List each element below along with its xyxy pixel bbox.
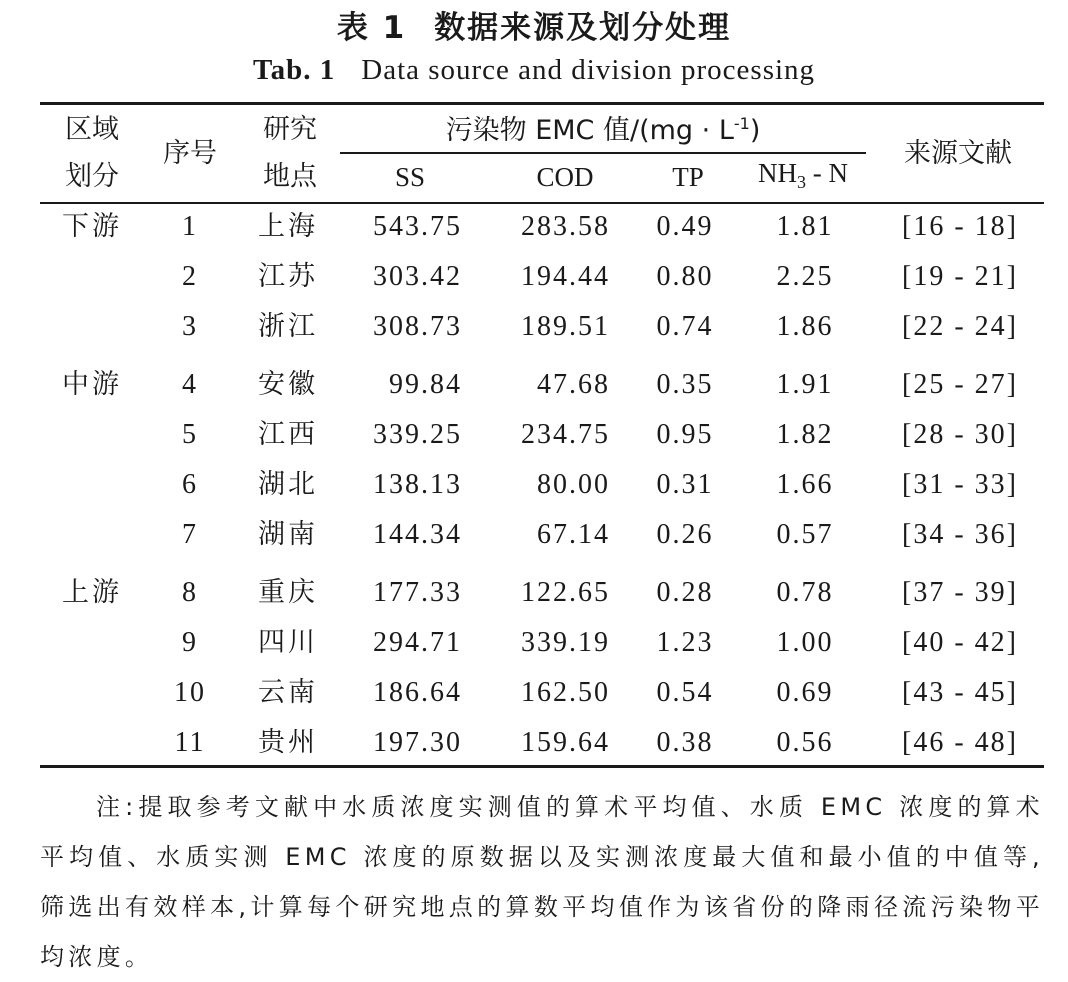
row-10-ss: 186.64 [373, 677, 462, 708]
row-3-nh3: 1.86 [776, 311, 834, 342]
row-6-cod: 80.00 [537, 469, 610, 500]
row-8-region: 上游 [62, 577, 122, 608]
header-site-line2: 地点 [263, 161, 317, 192]
row-10-nh3: 0.69 [776, 677, 834, 708]
row-2-tp: 0.80 [656, 261, 714, 292]
row-1-region: 下游 [62, 211, 122, 242]
header-seq: 序号 [163, 138, 217, 169]
header-region-line2: 划分 [65, 161, 119, 192]
row-5-site: 江西 [258, 419, 318, 450]
header-source: 来源文献 [904, 138, 1012, 169]
row-7-ss: 144.34 [373, 519, 462, 550]
row-11-site: 贵州 [258, 727, 318, 758]
row-4-tp: 0.35 [656, 369, 714, 400]
row-3-tp: 0.74 [656, 311, 714, 342]
row-2-ss: 303.42 [373, 261, 462, 292]
table-note: 注:提取参考文献中水质浓度实测值的算术平均值、水质 EMC 浓度的算术平均值、水质实测 EMC 浓度的原数据以及实测浓度最大值和最小值的中值等,筛选出有效样本,计算每个研究地点的算数平均值作为该省份的降雨径流污染物平均浓度。 [40, 793, 1044, 971]
row-4-nh3: 1.91 [776, 369, 834, 400]
pollutant-group-close: ) [749, 115, 761, 146]
row-8-cod: 122.65 [521, 577, 610, 608]
table-label-cn: 表 1 [336, 10, 407, 46]
table-label-en: Tab. 1 [252, 54, 336, 86]
table-caption-cn: 数据来源及划分处理 [434, 10, 732, 46]
row-2-ref: [19 - 21] [902, 261, 1018, 292]
row-5-tp: 0.95 [656, 419, 714, 450]
row-3-ss: 308.73 [373, 311, 462, 342]
row-5-ss: 339.25 [373, 419, 462, 450]
row-10-seq: 10 [174, 677, 206, 708]
row-1-ref: [16 - 18] [902, 211, 1018, 242]
row-7-seq: 7 [182, 519, 198, 550]
header-nh3n [740, 160, 866, 191]
row-1-seq: 1 [182, 211, 198, 242]
row-4-ss: 99.84 [389, 369, 462, 400]
row-8-nh3: 0.78 [776, 577, 834, 608]
header-pollutant-group [340, 116, 866, 144]
row-9-ss: 294.71 [373, 627, 462, 658]
row-10-cod: 162.50 [521, 677, 610, 708]
row-8-site: 重庆 [258, 577, 318, 608]
header-ss: SS [394, 162, 426, 192]
row-6-seq: 6 [182, 469, 198, 500]
table-title-en [0, 54, 1068, 87]
row-11-ss: 197.30 [373, 727, 462, 758]
row-8-ss: 177.33 [373, 577, 462, 608]
pollutant-group-text: 污染物 EMC 值/(mg · L [445, 115, 734, 146]
row-10-tp: 0.54 [656, 677, 714, 708]
row-6-ref: [31 - 33] [902, 469, 1018, 500]
row-2-cod: 194.44 [521, 261, 610, 292]
row-6-ss: 138.13 [373, 469, 462, 500]
row-6-site: 湖北 [258, 469, 318, 500]
row-9-ref: [40 - 42] [902, 627, 1018, 658]
row-11-nh3: 0.56 [776, 727, 834, 758]
row-10-site: 云南 [258, 677, 318, 708]
row-2-nh3: 2.25 [776, 261, 834, 292]
row-4-seq: 4 [182, 369, 198, 400]
row-11-seq: 11 [174, 727, 206, 758]
table-bottom-rule [40, 765, 1044, 768]
nh3-subscript: 3 [797, 172, 806, 192]
row-10-ref: [43 - 45] [902, 677, 1018, 708]
row-1-cod: 283.58 [521, 211, 610, 242]
row-9-tp: 1.23 [656, 627, 714, 658]
row-1-nh3: 1.81 [776, 211, 834, 242]
pollutant-unit-sup: -1 [733, 114, 750, 133]
row-3-ref: [22 - 24] [902, 311, 1018, 342]
row-8-seq: 8 [182, 577, 198, 608]
row-4-region: 中游 [62, 369, 122, 400]
row-1-tp: 0.49 [656, 211, 714, 242]
table-caption-en: Data source and division processing [361, 54, 816, 86]
row-11-ref: [46 - 48] [902, 727, 1018, 758]
row-6-tp: 0.31 [656, 469, 714, 500]
row-3-cod: 189.51 [521, 311, 610, 342]
row-7-ref: [34 - 36] [902, 519, 1018, 550]
row-8-ref: [37 - 39] [902, 577, 1018, 608]
row-9-seq: 9 [182, 627, 198, 658]
table-title-cn [0, 2, 1068, 47]
row-5-cod: 234.75 [521, 419, 610, 450]
row-4-site: 安徽 [258, 369, 318, 400]
nh3-suffix: - N [806, 158, 848, 188]
row-7-nh3: 0.57 [776, 519, 834, 550]
row-7-tp: 0.26 [656, 519, 714, 550]
row-3-site: 浙江 [258, 311, 318, 342]
row-5-seq: 5 [182, 419, 198, 450]
row-2-site: 江苏 [258, 261, 318, 292]
table-top-rule [40, 102, 1044, 105]
header-cod: COD [536, 162, 594, 192]
row-4-ref: [25 - 27] [902, 369, 1018, 400]
row-9-site: 四川 [258, 627, 318, 658]
table-header-rule [40, 202, 1044, 204]
row-5-nh3: 1.82 [776, 419, 834, 450]
row-3-seq: 3 [182, 311, 198, 342]
pollutant-group-rule [340, 152, 866, 154]
row-6-nh3: 1.66 [776, 469, 834, 500]
row-9-nh3: 1.00 [776, 627, 834, 658]
row-7-cod: 67.14 [537, 519, 610, 550]
row-1-ss: 543.75 [373, 211, 462, 242]
row-9-cod: 339.19 [521, 627, 610, 658]
header-region-line1: 区域 [65, 114, 119, 145]
header-tp: TP [672, 162, 704, 192]
row-8-tp: 0.28 [656, 577, 714, 608]
row-1-site: 上海 [258, 211, 318, 242]
row-11-cod: 159.64 [521, 727, 610, 758]
row-4-cod: 47.68 [537, 369, 610, 400]
row-7-site: 湖南 [258, 519, 318, 550]
row-5-ref: [28 - 30] [902, 419, 1018, 450]
nh3-text: NH [758, 158, 797, 188]
row-11-tp: 0.38 [656, 727, 714, 758]
row-2-seq: 2 [182, 261, 198, 292]
header-site-line1: 研究 [263, 114, 317, 145]
